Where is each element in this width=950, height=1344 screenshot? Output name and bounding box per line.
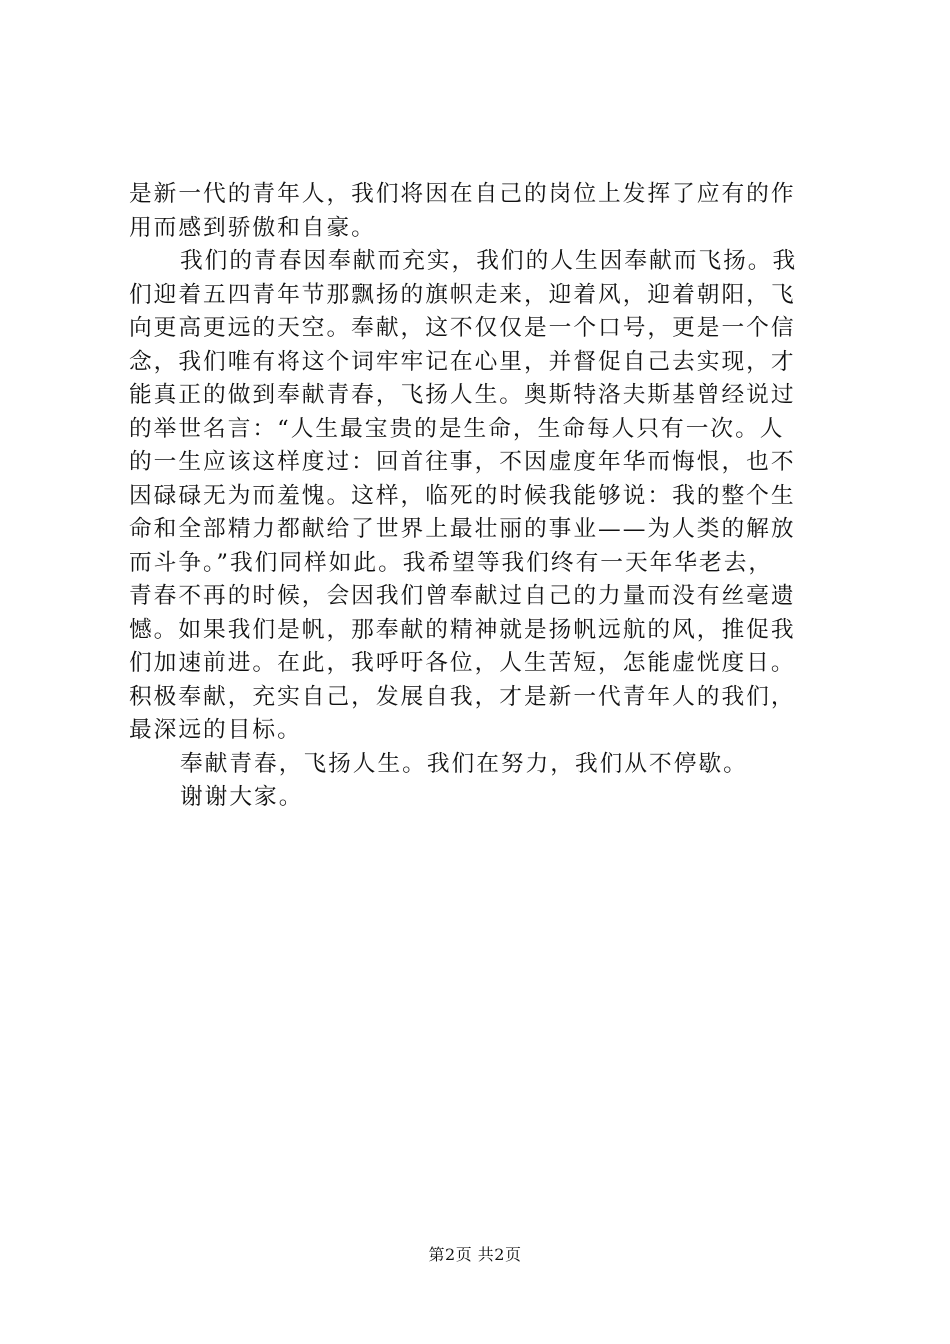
body-line: 能真正的做到奉献青春，飞扬人生。奥斯特洛夫斯基曾经说过 [129,382,796,408]
body-line: 是新一代的青年人，我们将因在自己的岗位上发挥了应有的作 [129,181,796,207]
paragraph-start-line: 奉献青春，飞扬人生。我们在努力，我们从不停歇。 [180,750,748,777]
paragraph-start-line: 我们的青春因奉献而充实，我们的人生因奉献而飞扬。我 [180,248,798,274]
body-line: 的一生应该这样度过：回首往事，不因虚度年华而悔恨，也不 [129,449,796,475]
body-line: 们迎着五四青年节那飘扬的旗帜走来，迎着风，迎着朝阳，飞 [129,281,796,308]
body-line: 因碌碌无为而羞愧。这样，临死的时候我能够说：我的整个生 [129,482,796,509]
body-line: 而斗争。”我们同样如此。我希望等我们终有一天年华老去， [129,549,774,576]
page-number-footer: 第2页 共2页 [428,1245,522,1264]
document-body [129,178,829,815]
body-line: 最深远的目标。 [129,717,302,743]
body-line: 命和全部精力都献给了世界上最壮丽的事业——为人类的解放 [129,516,796,542]
closing-line: 谢谢大家。 [180,784,304,810]
body-line: 积极奉献，充实自己，发展自我，才是新一代青年人的我们， [129,683,796,710]
body-line: 憾。如果我们是帆，那奉献的精神就是扬帆远航的风，推促我 [129,616,796,643]
body-line: 用而感到骄傲和自豪。 [129,214,376,241]
body-line: 向更高更远的天空。奉献，这不仅仅是一个口号，更是一个信 [129,315,796,341]
body-line: 的举世名言：“人生最宝贵的是生命，生命每人只有一次。人 [129,415,785,442]
body-line: 念，我们唯有将这个词牢牢记在心里，并督促自己去实现，才 [129,348,796,375]
body-line: 青春不再的时候，会因我们曾奉献过自己的力量而没有丝毫遗 [129,583,796,609]
body-line: 们加速前进。在此，我呼吁各位，人生苦短，怎能虚恍度日。 [129,650,796,676]
